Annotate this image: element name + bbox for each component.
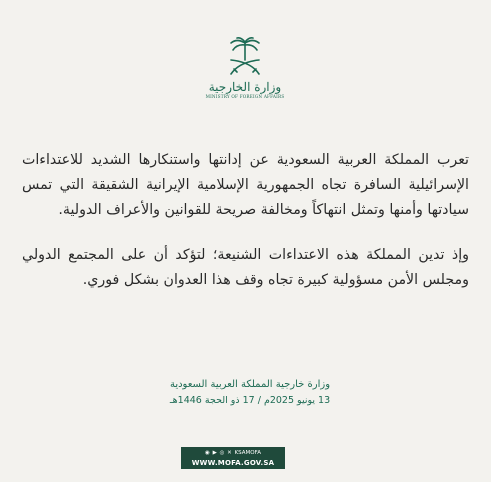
signature-block: [150, 378, 350, 408]
x-icon: ✕: [227, 450, 232, 456]
statement-paragraph-1: تعرب المملكة العربية السعودية عن إدانتها واستنكارها الشديد للاعتداءات الإسرائيلية السافرة تجاه الجمهورية الإسلامية الإيرانية الشقيقة التي تمس سيادتها وأمنها وتمثل انتهاكاً ومخالفة صريحة للقوانين والأعراف الدولية.: [22, 152, 469, 218]
instagram-icon: ◎: [219, 450, 225, 456]
website-url[interactable]: WWW.MOFA.GOV.SA: [191, 459, 275, 467]
palm-swords-emblem-icon: [225, 36, 265, 78]
ministry-logo: [200, 36, 290, 116]
social-handle: KSAMOFA: [234, 450, 261, 456]
statement-body: [22, 148, 469, 313]
statement-date: 13 يونيو 2025م / 17 ذو الحجة 1446هـ: [169, 395, 331, 406]
social-row: [181, 447, 285, 458]
logo-arabic-text: وزارة الخارجية: [208, 80, 282, 94]
logo-english-text: MINISTRY OF FOREIGN AFFAIRS: [205, 94, 285, 99]
footer-bar: [181, 447, 285, 469]
signature-org: وزارة خارجية المملكة العربية السعودية: [169, 379, 331, 390]
youtube-icon: ▶: [212, 450, 217, 456]
statement-paragraph-2: وإذ تدين المملكة هذه الاعتداءات الشنيعة؛ لتؤكد أن على المجتمع الدولي ومجلس الأمن مسؤولية كبيرة تجاه وقف هذا العدوان بشكل فوري.: [22, 247, 469, 288]
snapchat-icon: ◉: [205, 450, 210, 456]
